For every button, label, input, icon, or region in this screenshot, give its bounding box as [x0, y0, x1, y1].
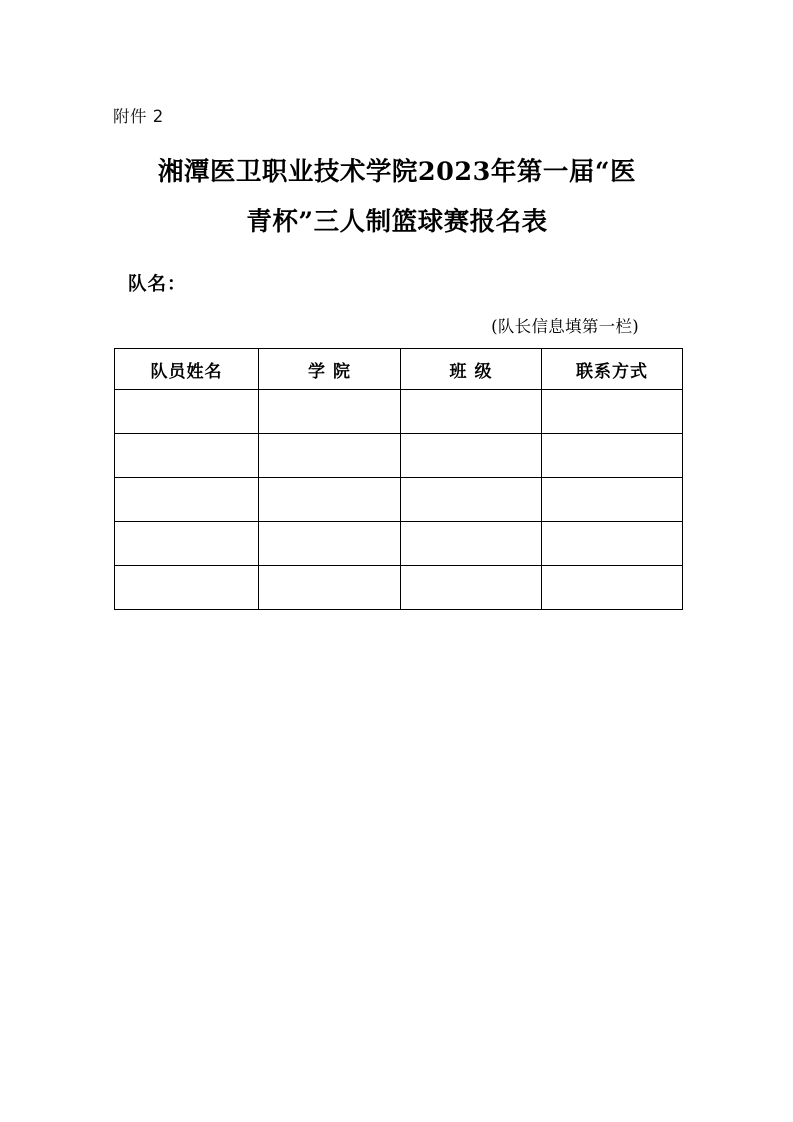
column-header-college: 学 院 [259, 349, 401, 390]
cell-player-name[interactable] [115, 522, 259, 566]
attachment-label: 附件 2 [113, 107, 164, 126]
roster-table [114, 348, 683, 610]
table-row [115, 478, 683, 522]
cell-college[interactable] [259, 522, 401, 566]
table-row [115, 434, 683, 478]
column-header-class: 班 级 [401, 349, 542, 390]
cell-class[interactable] [401, 434, 542, 478]
cell-contact[interactable] [542, 478, 683, 522]
column-header-contact: 联系方式 [542, 349, 683, 390]
table-row [115, 522, 683, 566]
table-row [115, 390, 683, 434]
cell-college[interactable] [259, 566, 401, 610]
cell-class[interactable] [401, 478, 542, 522]
column-header-player-name: 队员姓名 [115, 349, 259, 390]
cell-player-name[interactable] [115, 390, 259, 434]
cell-class[interactable] [401, 522, 542, 566]
cell-class[interactable] [401, 390, 542, 434]
cell-college[interactable] [259, 390, 401, 434]
page-title-line-1: 湘潭医卫职业技术学院2023年第一届“医 [157, 157, 637, 187]
cell-contact[interactable] [542, 522, 683, 566]
captain-info-note: (队长信息填第一栏) [491, 317, 639, 336]
page-title-line-2: 青杯”三人制篮球赛报名表 [246, 206, 548, 237]
cell-college[interactable] [259, 434, 401, 478]
cell-college[interactable] [259, 478, 401, 522]
table-row [115, 566, 683, 610]
cell-player-name[interactable] [115, 566, 259, 610]
cell-class[interactable] [401, 566, 542, 610]
table-header-row [115, 349, 683, 390]
cell-contact[interactable] [542, 434, 683, 478]
cell-player-name[interactable] [115, 434, 259, 478]
cell-contact[interactable] [542, 390, 683, 434]
cell-player-name[interactable] [115, 478, 259, 522]
team-name-label: 队名： [128, 274, 187, 295]
page-title [113, 148, 681, 247]
cell-contact[interactable] [542, 566, 683, 610]
